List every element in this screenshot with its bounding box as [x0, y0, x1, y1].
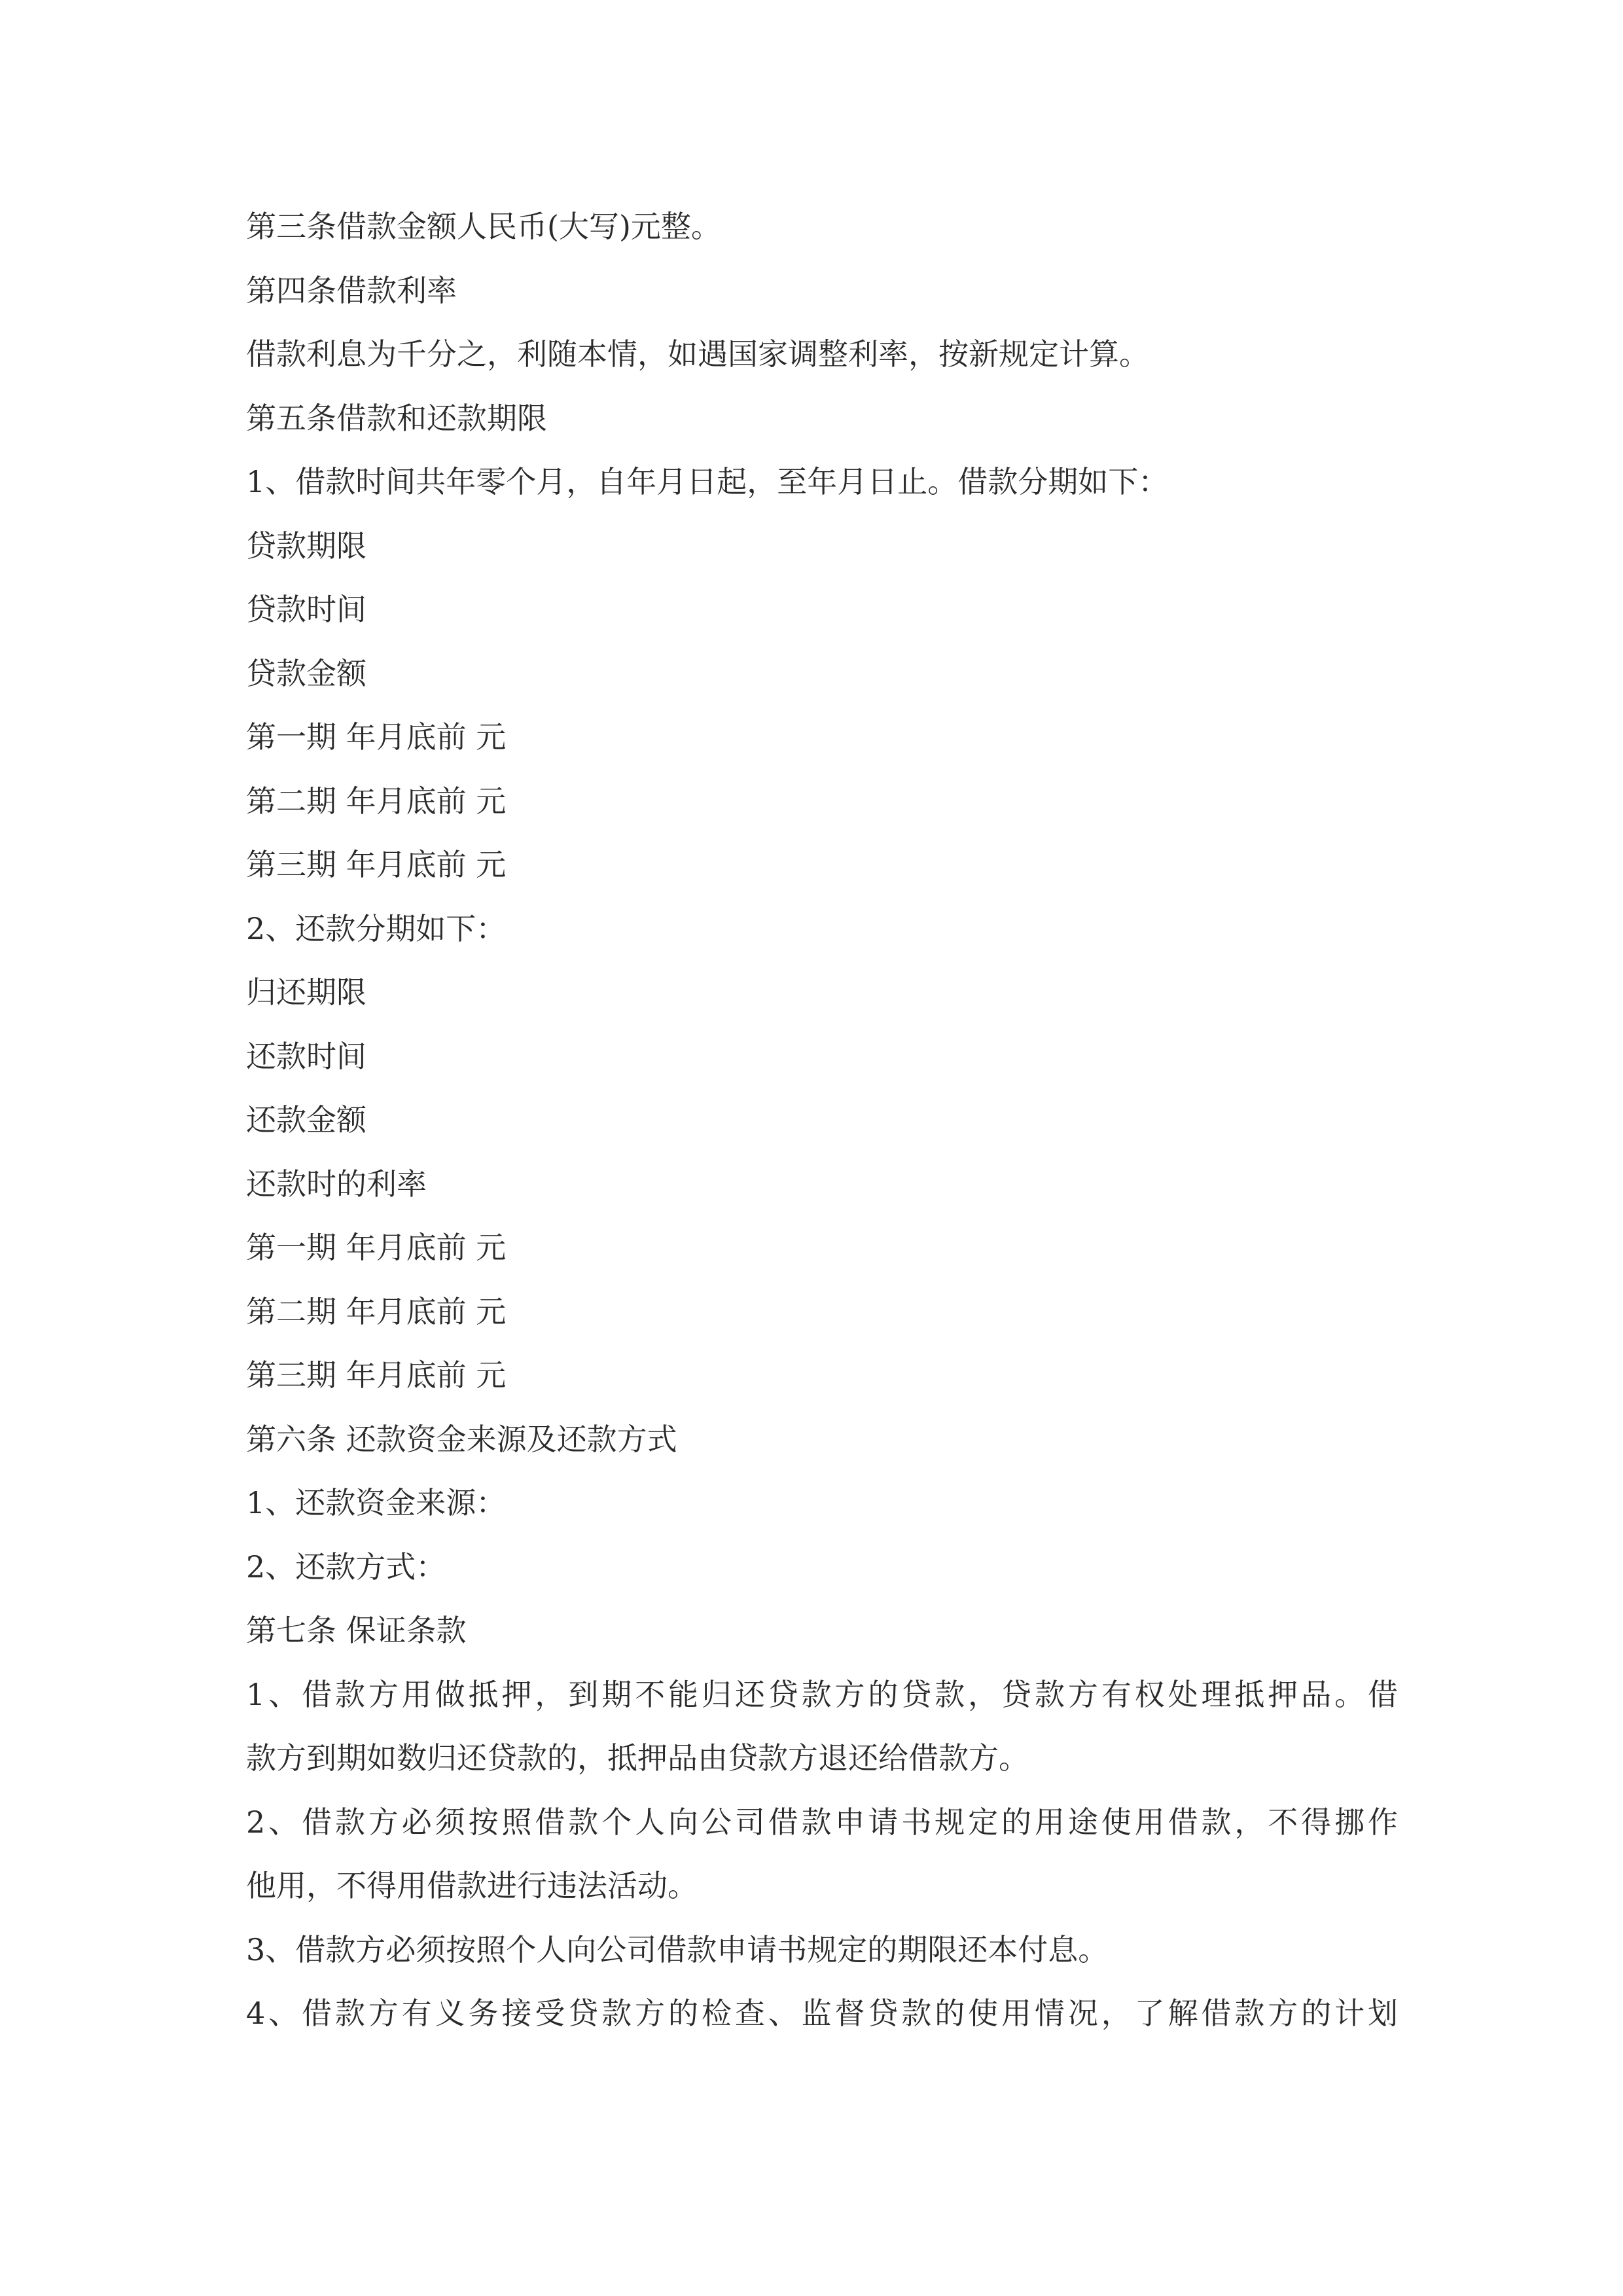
- repayment-source-item: 1、还款资金来源：: [246, 1485, 507, 1520]
- guarantee-item-3: 3、借款方必须按照个人向公司借款申请书规定的期限还本付息。: [246, 1931, 1109, 1967]
- document-body: [246, 195, 1398, 2046]
- guarantee-item-4-line-1: 4、借款方有义务接受贷款方的检查、监督贷款的使用情况，了解借款方的计划: [246, 1996, 1398, 2031]
- clause-7-heading: 第七条 保证条款: [246, 1613, 467, 1648]
- loan-time-label: 贷款时间: [246, 592, 366, 627]
- clause-3-amount: 第三条借款金额人民币(大写)元整。: [246, 209, 721, 244]
- repayment-installment-3: 第三期 年月底前 元: [246, 1357, 507, 1393]
- clause-4-heading: 第四条借款利率: [246, 272, 457, 308]
- loan-installment-2: 第二期 年月底前 元: [246, 783, 507, 819]
- loan-period-text: 1、借款时间共年零个月，自年月日起，至年月日止。借款分期如下：: [246, 464, 1169, 499]
- clause-6-heading: 第六条 还款资金来源及还款方式: [246, 1421, 677, 1457]
- repayment-method-item: 2、还款方式：: [246, 1549, 446, 1585]
- clause-5-heading: 第五条借款和还款期限: [246, 400, 547, 436]
- loan-amount-label: 贷款金额: [246, 655, 366, 691]
- repayment-installment-2: 第二期 年月底前 元: [246, 1293, 507, 1329]
- loan-installment-3: 第三期 年月底前 元: [246, 847, 507, 882]
- guarantee-item-2-line-1: 2、借款方必须按照借款个人向公司借款申请书规定的用途使用借款，不得挪作: [246, 1804, 1398, 1840]
- loan-term-label: 贷款期限: [246, 528, 366, 564]
- repayment-installment-1: 第一期 年月底前 元: [246, 1230, 507, 1265]
- guarantee-item-1-line-1: 1、借款方用做抵押，到期不能归还贷款方的贷款，贷款方有权处理抵押品。借: [246, 1676, 1398, 1712]
- clause-4-interest-text: 借款利息为千分之，利随本情，如遇国家调整利率，按新规定计算。: [246, 336, 1149, 372]
- repayment-time-label: 还款时间: [246, 1038, 366, 1074]
- repayment-term-label: 归还期限: [246, 975, 366, 1010]
- repayment-rate-label: 还款时的利率: [246, 1166, 427, 1202]
- guarantee-item-2-line-2: 他用，不得用借款进行违法活动。: [246, 1868, 698, 1903]
- repayment-amount-label: 还款金额: [246, 1102, 366, 1138]
- guarantee-item-1-line-2: 款方到期如数归还贷款的，抵押品由贷款方退还给借款方。: [246, 1740, 1029, 1776]
- repayment-schedule-heading: 2、还款分期如下：: [246, 910, 507, 946]
- loan-installment-1: 第一期 年月底前 元: [246, 719, 507, 755]
